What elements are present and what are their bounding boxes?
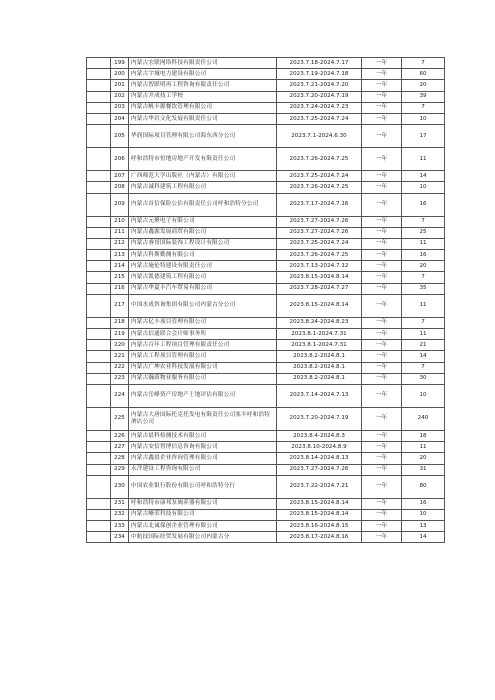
service-period-cell: 2023.7.27-2024.7.26 — [277, 216, 362, 227]
service-period-cell: 2023.7.27-2024.7.26 — [277, 464, 362, 475]
company-name-cell: 内蒙古大唐国际托克托发电有限责任公司塞丰呼和浩特酒店公司 — [129, 407, 277, 430]
service-period-cell: 2023.7.25-2024.7.24 — [277, 238, 362, 249]
company-name-cell: 内蒙古安信智博信息咨询有限公司 — [129, 442, 277, 453]
service-term-cell: 一年 — [362, 216, 402, 227]
staff-count-cell: 11 — [402, 329, 445, 340]
table-row — [87, 193, 445, 216]
staff-count-cell: 30 — [402, 373, 445, 384]
table-row — [87, 317, 445, 328]
table-row — [87, 113, 445, 124]
group-cell — [87, 521, 111, 532]
service-period-cell: 2023.7.26-2024.7.25 — [277, 250, 362, 261]
group-cell — [87, 193, 111, 216]
company-name-cell: 内蒙古北诚保创企业管理有限公司 — [129, 521, 277, 532]
group-cell — [87, 294, 111, 317]
service-term-cell: 一年 — [362, 69, 402, 80]
group-cell — [87, 340, 111, 351]
row-number-cell: 203 — [111, 102, 129, 113]
service-period-cell: 2023.7.20-2024.7.19 — [277, 407, 362, 430]
table-row — [87, 125, 445, 148]
staff-count-cell: 7 — [402, 102, 445, 113]
company-name-cell: 内蒙古开成技工学校 — [129, 91, 277, 102]
company-name-cell: 内蒙古帆丰源餐饮管理有限公司 — [129, 102, 277, 113]
service-period-cell: 2023.7.13-2024.7.12 — [277, 261, 362, 272]
group-cell — [87, 351, 111, 362]
table-body — [87, 58, 445, 543]
company-name-cell: 中国农业银行股份有限公司呼和浩特分行 — [129, 475, 277, 498]
company-name-cell: 内蒙古亿丰项目管理有限公司 — [129, 317, 277, 328]
service-period-cell: 2023.7.14-2024.7.13 — [277, 384, 362, 407]
service-term-cell: 一年 — [362, 294, 402, 317]
service-term-cell: 一年 — [362, 261, 402, 272]
table-row — [87, 532, 445, 543]
service-term-cell: 一年 — [362, 340, 402, 351]
table-row — [87, 362, 445, 373]
staff-count-cell: 39 — [402, 91, 445, 102]
staff-count-cell: 16 — [402, 250, 445, 261]
row-number-cell: 230 — [111, 475, 129, 498]
table-row — [87, 171, 445, 182]
table-row — [87, 521, 445, 532]
row-number-cell: 200 — [111, 69, 129, 80]
service-term-cell: 一年 — [362, 193, 402, 216]
service-term-cell: 一年 — [362, 532, 402, 543]
staff-count-cell: 11 — [402, 442, 445, 453]
service-period-cell: 2023.8.15-2024.8.14 — [277, 272, 362, 283]
service-term-cell: 一年 — [362, 498, 402, 509]
row-number-cell: 207 — [111, 171, 129, 182]
group-cell — [87, 509, 111, 520]
service-term-cell: 一年 — [362, 272, 402, 283]
row-number-cell: 199 — [111, 58, 129, 69]
row-number-cell: 209 — [111, 193, 129, 216]
row-number-cell: 219 — [111, 329, 129, 340]
service-term-cell: 一年 — [362, 442, 402, 453]
group-cell — [87, 125, 111, 148]
company-name-cell: 内蒙古施伦特建设有限责任公司 — [129, 261, 277, 272]
staff-count-cell: 16 — [402, 193, 445, 216]
company-name-cell: 内蒙古鑫源发展商贸有限公司 — [129, 227, 277, 238]
company-name-cell: 内蒙古智联明再工程咨询有限责任公司 — [129, 80, 277, 91]
staff-count-cell: 16 — [402, 498, 445, 509]
service-term-cell: 一年 — [362, 283, 402, 294]
row-number-cell: 202 — [111, 91, 129, 102]
staff-count-cell: 7 — [402, 317, 445, 328]
service-period-cell: 2023.8.2-2024.8.1 — [277, 373, 362, 384]
staff-count-cell: 35 — [402, 283, 445, 294]
row-number-cell: 223 — [111, 373, 129, 384]
company-name-cell: 广西师范大学出版社（内蒙古）有限公司 — [129, 171, 277, 182]
staff-count-cell: 11 — [402, 294, 445, 317]
staff-count-cell: 25 — [402, 227, 445, 238]
table-row — [87, 351, 445, 362]
staff-count-cell: 18 — [402, 430, 445, 441]
row-number-cell: 228 — [111, 453, 129, 464]
company-name-cell: 华润国际项目管理有限公司海东西分公司 — [129, 125, 277, 148]
company-name-cell: 内蒙古宏联网络科技有限责任公司 — [129, 58, 277, 69]
service-period-cell: 2023.8.15-2024.8.14 — [277, 498, 362, 509]
row-number-cell: 225 — [111, 407, 129, 430]
group-cell — [87, 464, 111, 475]
service-term-cell: 一年 — [362, 407, 402, 430]
company-name-cell: 内蒙古广坤农业科技发展有限公司 — [129, 362, 277, 373]
company-name-cell: 内蒙古晨科检测技术有限公司 — [129, 430, 277, 441]
table-row — [87, 69, 445, 80]
company-name-cell: 内蒙古首信保险公估有限责任公司呼和浩特分公司 — [129, 193, 277, 216]
service-term-cell: 一年 — [362, 250, 402, 261]
row-number-cell: 221 — [111, 351, 129, 362]
service-period-cell: 2023.7.20-2024.7.19 — [277, 91, 362, 102]
group-cell — [87, 182, 111, 193]
company-name-cell: 内蒙古凯德建筑工程有限公司 — [129, 272, 277, 283]
company-name-cell: 内蒙古宇城电力建设有限公司 — [129, 69, 277, 80]
company-table — [86, 57, 445, 543]
table-row — [87, 340, 445, 351]
company-name-cell: 内蒙古华岩文化发展有限责任公司 — [129, 113, 277, 124]
company-name-cell: 中国水成咨询集团有限公司内蒙古分公司 — [129, 294, 277, 317]
staff-count-cell: 14 — [402, 351, 445, 362]
group-cell — [87, 69, 111, 80]
staff-count-cell: 21 — [402, 340, 445, 351]
group-cell — [87, 430, 111, 441]
row-number-cell: 232 — [111, 509, 129, 520]
service-period-cell: 2023.7.26-2024.7.25 — [277, 148, 362, 171]
row-number-cell: 233 — [111, 521, 129, 532]
row-number-cell: 205 — [111, 125, 129, 148]
table-row — [87, 442, 445, 453]
row-number-cell: 214 — [111, 261, 129, 272]
staff-count-cell: 10 — [402, 113, 445, 124]
group-cell — [87, 384, 111, 407]
group-cell — [87, 329, 111, 340]
table-row — [87, 498, 445, 509]
service-period-cell: 2023.7.1-2024.6.30 — [277, 125, 362, 148]
service-period-cell: 2023.8.4-2024.8.3 — [277, 430, 362, 441]
staff-count-cell: 60 — [402, 69, 445, 80]
group-cell — [87, 91, 111, 102]
staff-count-cell: 31 — [402, 464, 445, 475]
row-number-cell: 216 — [111, 283, 129, 294]
staff-count-cell: 7 — [402, 362, 445, 373]
table-row — [87, 238, 445, 249]
service-term-cell: 一年 — [362, 521, 402, 532]
group-cell — [87, 453, 111, 464]
service-period-cell: 2023.7.25-2024.7.24 — [277, 113, 362, 124]
row-number-cell: 208 — [111, 182, 129, 193]
table-row — [87, 329, 445, 340]
service-period-cell: 2023.7.22-2024.7.21 — [277, 475, 362, 498]
service-period-cell: 2023.7.21-2024.7.20 — [277, 80, 362, 91]
service-term-cell: 一年 — [362, 351, 402, 362]
service-period-cell: 2023.8.15-2024.8.14 — [277, 294, 362, 317]
row-number-cell: 217 — [111, 294, 129, 317]
service-term-cell: 一年 — [362, 80, 402, 91]
company-name-cell: 中航技国际经贸发展有限公司内蒙古分 — [129, 532, 277, 543]
service-term-cell: 一年 — [362, 362, 402, 373]
table-row — [87, 102, 445, 113]
staff-count-cell: 10 — [402, 509, 445, 520]
table-row — [87, 91, 445, 102]
service-period-cell: 2023.7.19-2024.7.18 — [277, 69, 362, 80]
service-period-cell: 2023.7.25-2024.7.24 — [277, 171, 362, 182]
group-cell — [87, 407, 111, 430]
group-cell — [87, 261, 111, 272]
service-period-cell: 2023.7.24-2024.7.23 — [277, 102, 362, 113]
service-period-cell: 2023.8.2-2024.8.1 — [277, 351, 362, 362]
group-cell — [87, 113, 111, 124]
staff-count-cell: 20 — [402, 80, 445, 91]
staff-count-cell: 20 — [402, 261, 445, 272]
table-row — [87, 261, 445, 272]
group-cell — [87, 373, 111, 384]
service-term-cell: 一年 — [362, 464, 402, 475]
table-row — [87, 475, 445, 498]
group-cell — [87, 148, 111, 171]
staff-count-cell: 10 — [402, 182, 445, 193]
row-number-cell: 204 — [111, 113, 129, 124]
service-term-cell: 一年 — [362, 171, 402, 182]
group-cell — [87, 227, 111, 238]
service-term-cell: 一年 — [362, 453, 402, 464]
company-name-cell: 内蒙古睿哥国际装饰工程设计有限公司 — [129, 238, 277, 249]
service-period-cell: 2023.8.2-2024.8.1 — [277, 362, 362, 373]
row-number-cell: 234 — [111, 532, 129, 543]
company-name-cell: 内蒙古信通联合会计师事务所 — [129, 329, 277, 340]
service-period-cell: 2023.7.18-2024.7.17 — [277, 58, 362, 69]
company-name-cell: 内蒙古鑫晨企业咨询管理有限公司 — [129, 453, 277, 464]
service-term-cell: 一年 — [362, 113, 402, 124]
row-number-cell: 211 — [111, 227, 129, 238]
company-name-cell: 内蒙古岳峰资产房地产土地评估有限公司 — [129, 384, 277, 407]
service-period-cell: 2023.7.27-2024.7.26 — [277, 227, 362, 238]
group-cell — [87, 80, 111, 91]
company-name-cell: 内蒙古元聚电子有限公司 — [129, 216, 277, 227]
service-period-cell: 2023.8.17-2024.8.16 — [277, 532, 362, 543]
group-cell — [87, 272, 111, 283]
table-row — [87, 294, 445, 317]
service-term-cell: 一年 — [362, 227, 402, 238]
staff-count-cell: 7 — [402, 58, 445, 69]
service-period-cell: 2023.8.14-2024.8.13 — [277, 453, 362, 464]
service-term-cell: 一年 — [362, 125, 402, 148]
service-term-cell: 一年 — [362, 509, 402, 520]
table-row — [87, 250, 445, 261]
row-number-cell: 215 — [111, 272, 129, 283]
table-row — [87, 227, 445, 238]
service-term-cell: 一年 — [362, 148, 402, 171]
service-term-cell: 一年 — [362, 91, 402, 102]
group-cell — [87, 362, 111, 373]
staff-count-cell: 11 — [402, 238, 445, 249]
row-number-cell: 231 — [111, 498, 129, 509]
service-period-cell: 2023.8.1-2024.7.31 — [277, 340, 362, 351]
staff-count-cell: 240 — [402, 407, 445, 430]
table-row — [87, 384, 445, 407]
group-cell — [87, 442, 111, 453]
service-period-cell: 2023.7.17-2024.7.16 — [277, 193, 362, 216]
service-period-cell: 2023.8.24-2024.8.23 — [277, 317, 362, 328]
staff-count-cell: 11 — [402, 148, 445, 171]
table-row — [87, 272, 445, 283]
staff-count-cell: 20 — [402, 453, 445, 464]
service-term-cell: 一年 — [362, 182, 402, 193]
service-period-cell: 2023.8.10-2024.8.9 — [277, 442, 362, 453]
row-number-cell: 213 — [111, 250, 129, 261]
row-number-cell: 220 — [111, 340, 129, 351]
company-name-cell: 内蒙古华夏丰汽车贸易有限公司 — [129, 283, 277, 294]
table-row — [87, 509, 445, 520]
service-term-cell: 一年 — [362, 373, 402, 384]
company-name-cell: 内蒙古科斯勤测有限公司 — [129, 250, 277, 261]
service-term-cell: 一年 — [362, 317, 402, 328]
table-row — [87, 430, 445, 441]
row-number-cell: 222 — [111, 362, 129, 373]
table-row — [87, 58, 445, 69]
service-term-cell: 一年 — [362, 58, 402, 69]
staff-count-cell: 10 — [402, 384, 445, 407]
staff-count-cell: 14 — [402, 171, 445, 182]
service-period-cell: 2023.8.16-2024.8.15 — [277, 521, 362, 532]
group-cell — [87, 475, 111, 498]
row-number-cell: 210 — [111, 216, 129, 227]
company-name-cell: 内蒙古瀚茵物业服务有限公司 — [129, 373, 277, 384]
group-cell — [87, 102, 111, 113]
row-number-cell: 218 — [111, 317, 129, 328]
service-period-cell: 2023.8.1-2024.7.31 — [277, 329, 362, 340]
table-row — [87, 407, 445, 430]
group-cell — [87, 171, 111, 182]
company-name-cell: 内蒙古百年工程项目管理有限责任公司 — [129, 340, 277, 351]
table-row — [87, 148, 445, 171]
table-row — [87, 373, 445, 384]
service-term-cell: 一年 — [362, 384, 402, 407]
table-row — [87, 80, 445, 91]
company-name-cell: 内蒙古晰荣科技有限公司 — [129, 509, 277, 520]
group-cell — [87, 238, 111, 249]
row-number-cell: 201 — [111, 80, 129, 91]
staff-count-cell: 7 — [402, 216, 445, 227]
row-number-cell: 229 — [111, 464, 129, 475]
company-name-cell: 内蒙古工程项目管理有限公司 — [129, 351, 277, 362]
row-number-cell: 227 — [111, 442, 129, 453]
table-row — [87, 283, 445, 294]
company-name-cell: 呼和浩特市康邦泵阀养器有限公司 — [129, 498, 277, 509]
group-cell — [87, 317, 111, 328]
group-cell — [87, 532, 111, 543]
staff-count-cell: 7 — [402, 272, 445, 283]
group-cell — [87, 250, 111, 261]
row-number-cell: 226 — [111, 430, 129, 441]
service-term-cell: 一年 — [362, 329, 402, 340]
service-term-cell: 一年 — [362, 238, 402, 249]
staff-count-cell: 13 — [402, 521, 445, 532]
group-cell — [87, 216, 111, 227]
company-name-cell: 永洋建设工程咨询有限公司 — [129, 464, 277, 475]
table-row — [87, 182, 445, 193]
group-cell — [87, 283, 111, 294]
staff-count-cell: 80 — [402, 475, 445, 498]
table-row — [87, 216, 445, 227]
staff-count-cell: 14 — [402, 532, 445, 543]
service-term-cell: 一年 — [362, 102, 402, 113]
table-row — [87, 453, 445, 464]
company-name-cell: 内蒙古诚科建筑工程有限公司 — [129, 182, 277, 193]
service-period-cell: 2023.7.26-2024.7.25 — [277, 182, 362, 193]
row-number-cell: 206 — [111, 148, 129, 171]
group-cell — [87, 498, 111, 509]
service-period-cell: 2023.7.28-2024.7.27 — [277, 283, 362, 294]
service-period-cell: 2023.8.15-2024.8.14 — [277, 509, 362, 520]
row-number-cell: 224 — [111, 384, 129, 407]
service-term-cell: 一年 — [362, 430, 402, 441]
company-name-cell: 呼和浩特市恒地房地产开发有限责任公司 — [129, 148, 277, 171]
group-cell — [87, 58, 111, 69]
staff-count-cell: 17 — [402, 125, 445, 148]
service-term-cell: 一年 — [362, 475, 402, 498]
table-row — [87, 464, 445, 475]
row-number-cell: 212 — [111, 238, 129, 249]
